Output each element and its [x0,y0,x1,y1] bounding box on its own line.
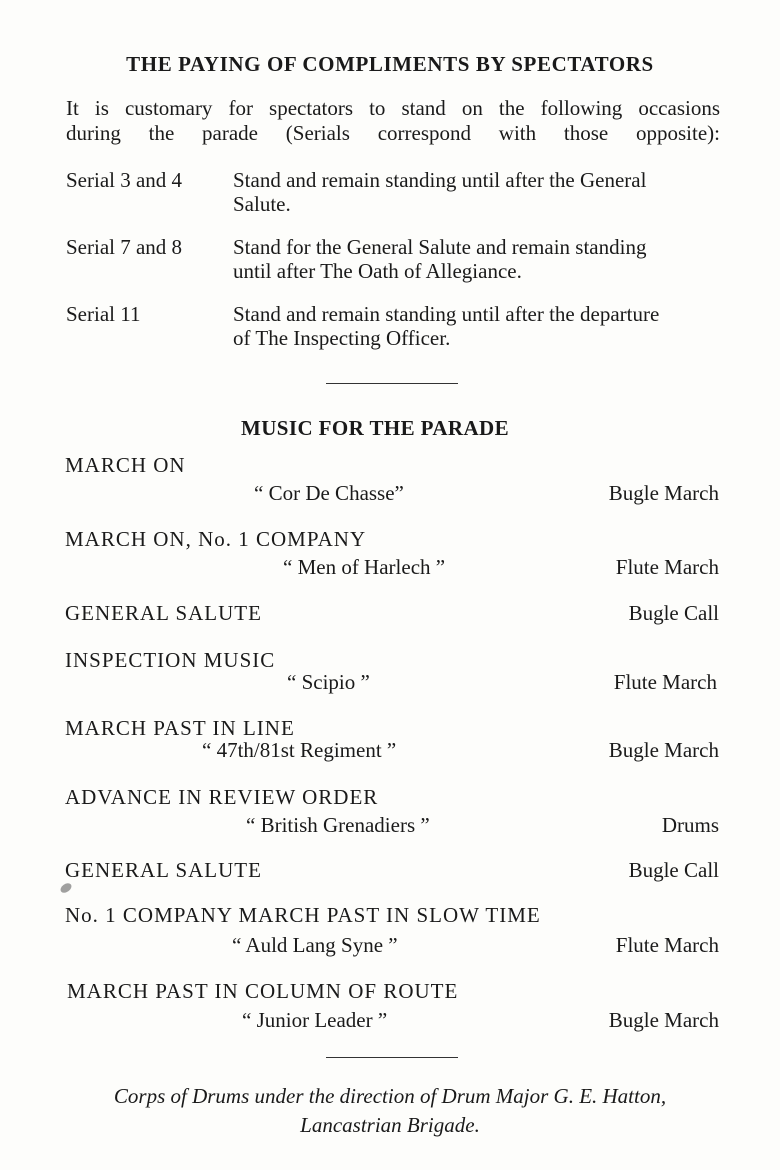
music-item-type: Flute March [613,670,717,694]
music-item-type: Bugle Call [628,601,719,625]
music-item-tune: “ Men of Harlech ” [283,555,446,579]
credits-line-2: Lancastrian Brigade. [300,1113,480,1137]
music-item-name: No. 1 COMPANY MARCH PAST IN SLOW TIME [65,903,541,927]
credits-line-1: Corps of Drums under the direction of Drum Major G. E. Hatton, [113,1084,667,1108]
music-item-tune: “ Scipio ” [287,670,370,694]
music-item-name: ADVANCE IN REVIEW ORDER [65,785,379,809]
music-item-type: Bugle March [608,481,719,505]
compliments-intro [66,96,720,146]
music-item-type: Flute March [615,933,719,957]
music-item-name: MARCH ON [65,453,186,477]
music-item-name: MARCH PAST IN LINE [65,716,295,740]
section-divider [326,383,458,384]
music-item-name: INSPECTION MUSIC [65,648,276,672]
music-item-type: Bugle March [608,1008,719,1032]
music-item-type: Flute March [615,555,719,579]
serial-instruction-line: Stand and remain standing until after the General [233,168,647,192]
serial-instruction [233,302,720,350]
music-item-name: GENERAL SALUTE [65,858,262,882]
serial-instruction-line: Salute. [233,192,291,216]
compliments-title: THE PAYING OF COMPLIMENTS BY SPECTATORS [126,52,654,76]
serial-instruction-line: Stand and remain standing until after the departure [233,302,660,326]
ink-smudge [59,881,73,894]
music-item-name: GENERAL SALUTE [65,601,262,625]
intro-line-1: It is customary for spectators to stand on the following occasions [66,96,720,120]
music-item-tune: “ Auld Lang Syne ” [232,933,398,957]
serial-instruction [233,168,720,216]
serial-instruction-line: until after The Oath of Allegiance. [233,259,522,283]
music-title: MUSIC FOR THE PARADE [241,416,509,440]
serial-instruction-line: Stand for the General Salute and remain standing [233,235,647,259]
music-item-tune: “ British Grenadiers ” [246,813,430,837]
serial-instruction-line: of The Inspecting Officer. [233,326,451,350]
serial-label: Serial 7 and 8 [66,235,183,259]
music-item-tune: “ Junior Leader ” [242,1008,388,1032]
serial-instruction [233,235,720,283]
section-divider [326,1057,458,1058]
music-item-tune: “ Cor De Chasse” [254,481,404,505]
serial-label: Serial 11 [66,302,141,326]
music-item-tune: “ 47th/81st Regiment ” [202,738,397,762]
intro-line-2: during the parade (Serials correspond with those opposite): [66,121,720,145]
music-item-type: Drums [661,813,719,837]
music-item-name: MARCH ON, No. 1 COMPANY [65,527,367,551]
music-item-name: MARCH PAST IN COLUMN OF ROUTE [67,979,459,1003]
serial-label: Serial 3 and 4 [66,168,183,192]
music-item-type: Bugle Call [628,858,719,882]
credits [0,1082,780,1140]
music-item-type: Bugle March [608,738,719,762]
